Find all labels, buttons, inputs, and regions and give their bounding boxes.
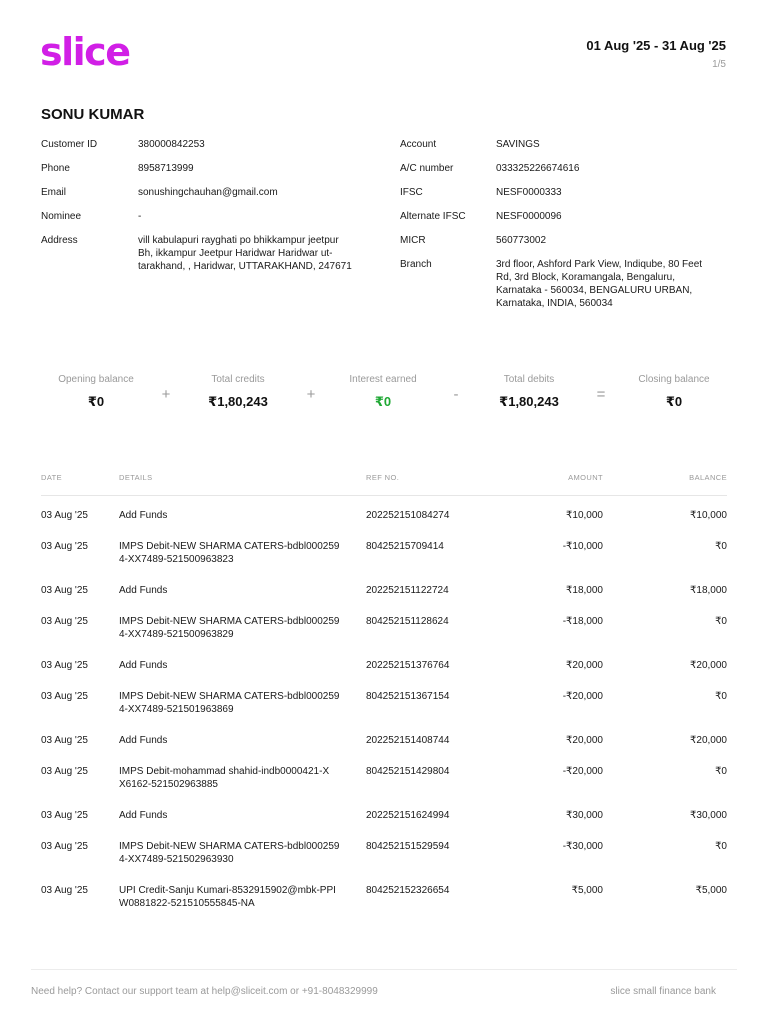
balance-cell: ₹30,000 [690, 810, 727, 821]
field-label: Account [400, 139, 437, 150]
total-credits-value: ₹1,80,243 [208, 394, 268, 409]
slice-logo: slice [40, 30, 130, 74]
branch-row [400, 258, 730, 310]
account-details [400, 138, 730, 321]
amount-cell: ₹5,000 [571, 885, 603, 896]
alternate-ifsc-row [400, 210, 730, 223]
statement-period: 01 Aug '25 - 31 Aug '25 [586, 38, 726, 53]
amount-cell: ₹20,000 [566, 735, 603, 746]
table-row [41, 840, 727, 884]
plus-operator: + [306, 386, 316, 403]
support-contact: Need help? Contact our support team at help@sliceit.com or +91-8048329999 [31, 986, 378, 997]
details-cell: Add Funds [119, 510, 168, 521]
transactions-header [41, 473, 727, 496]
ifsc-row [400, 186, 730, 199]
details-cell: IMPS Debit-NEW SHARMA CATERS-bdbl000259 4-XX7489-521502963930 [119, 841, 340, 865]
account-type-value: SAVINGS [496, 139, 540, 150]
customer-id-value: 380000842253 [138, 139, 205, 150]
balance-cell: ₹10,000 [690, 510, 727, 521]
equals-operator: = [596, 386, 606, 403]
balance-cell: ₹0 [715, 841, 727, 852]
account-number-value: 033325226674616 [496, 163, 580, 174]
details-cell: IMPS Debit-mohammad shahid-indb0000421-X X6162-521502963885 [119, 766, 330, 790]
table-row [41, 690, 727, 734]
field-label: IFSC [400, 187, 423, 198]
micr-value: 560773002 [496, 235, 547, 246]
email-value: sonushingchauhan@gmail.com [138, 187, 278, 198]
table-row [41, 659, 727, 690]
amount-cell: ₹10,000 [566, 510, 603, 521]
address-row [41, 234, 371, 273]
amount-cell: -₹20,000 [562, 691, 603, 702]
details-cell: IMPS Debit-NEW SHARMA CATERS-bdbl000259 4-XX7489-521500963829 [119, 616, 340, 640]
nominee-value: - [138, 211, 142, 222]
alternate-ifsc-value: NESF0000096 [496, 211, 562, 222]
balance-cell: ₹0 [715, 616, 727, 627]
ref-cell: 804252152326654 [366, 885, 450, 896]
footer-divider [31, 969, 737, 970]
field-label: Alternate IFSC [400, 211, 466, 222]
opening-balance [41, 374, 151, 410]
balance-cell: ₹20,000 [690, 660, 727, 671]
date-cell: 03 Aug '25 [41, 735, 88, 746]
amount-column-header: AMOUNT [568, 473, 603, 482]
bank-name: slice small finance bank [610, 986, 716, 997]
balance-cell: ₹20,000 [690, 735, 727, 746]
nominee-row [41, 210, 371, 223]
total-credits [183, 374, 293, 410]
details-cell: Add Funds [119, 810, 168, 821]
date-cell: 03 Aug '25 [41, 616, 88, 627]
amount-cell: ₹20,000 [566, 660, 603, 671]
date-cell: 03 Aug '25 [41, 660, 88, 671]
table-row [41, 540, 727, 584]
ref-cell: 804252151529594 [366, 841, 450, 852]
balance-cell: ₹0 [715, 766, 727, 777]
field-label: MICR [400, 235, 426, 246]
details-column-header: DETAILS [119, 473, 153, 482]
ref-cell: 804252151128624 [366, 616, 449, 627]
ref-cell: 202252151408744 [366, 735, 450, 746]
ref-cell: 202252151624994 [366, 810, 450, 821]
phone-row [41, 162, 371, 175]
balance-cell: ₹5,000 [695, 885, 727, 896]
date-cell: 03 Aug '25 [41, 691, 88, 702]
amount-cell: -₹30,000 [562, 841, 603, 852]
date-cell: 03 Aug '25 [41, 841, 88, 852]
table-row [41, 734, 727, 765]
total-debits [474, 374, 584, 410]
table-row [41, 765, 727, 809]
field-label: Customer ID [41, 139, 98, 150]
amount-cell: -₹10,000 [562, 541, 603, 552]
ref-cell: 202252151084274 [366, 510, 450, 521]
table-row [41, 809, 727, 840]
balance-cell: ₹0 [715, 541, 727, 552]
details-cell: UPI Credit-Sanju Kumari-8532915902@mbk-PPI W0881822-521510555845-NA [119, 885, 336, 909]
account-type-row [400, 138, 730, 151]
phone-value: 8958713999 [138, 163, 194, 174]
ref-cell: 202252151376764 [366, 660, 450, 671]
minus-operator: - [453, 386, 459, 403]
total-debits-value: ₹1,80,243 [499, 394, 559, 409]
amount-cell: ₹18,000 [566, 585, 603, 596]
details-cell: Add Funds [119, 735, 168, 746]
details-cell: Add Funds [119, 585, 168, 596]
ifsc-value: NESF0000333 [496, 187, 562, 198]
interest-earned-value: ₹0 [374, 394, 392, 409]
field-label: Branch [400, 259, 432, 270]
closing-balance-value: ₹0 [665, 394, 683, 409]
total-credits-label: Total credits [211, 374, 265, 385]
date-column-header: DATE [41, 473, 63, 482]
micr-row [400, 234, 730, 247]
balance-cell: ₹18,000 [690, 585, 727, 596]
field-label: Phone [41, 163, 70, 174]
table-row [41, 884, 727, 928]
ref-cell: 202252151122724 [366, 585, 449, 596]
details-cell: Add Funds [119, 660, 168, 671]
date-cell: 03 Aug '25 [41, 510, 88, 521]
ref-cell: 804252151367154 [366, 691, 450, 702]
closing-balance [619, 374, 729, 410]
table-row [41, 615, 727, 659]
opening-balance-label: Opening balance [58, 374, 134, 385]
details-cell: IMPS Debit-NEW SHARMA CATERS-bdbl000259 4-XX7489-521500963823 [119, 541, 340, 565]
field-label: A/C number [400, 163, 454, 174]
customer-details [41, 138, 371, 284]
interest-earned [328, 374, 438, 410]
ref-cell: 804252151429804 [366, 766, 450, 777]
table-row [41, 509, 727, 540]
amount-cell: ₹30,000 [566, 810, 603, 821]
customer-id-row [41, 138, 371, 151]
total-debits-label: Total debits [503, 374, 555, 385]
amount-cell: -₹18,000 [562, 616, 603, 627]
date-cell: 03 Aug '25 [41, 885, 88, 896]
plus-operator: + [161, 386, 171, 403]
date-cell: 03 Aug '25 [41, 585, 88, 596]
amount-cell: -₹20,000 [562, 766, 603, 777]
address-value: vill kabulapuri rayghati po bhikkampur jeetpur Bh, ikkampur Jeetpur Haridwar Haridwar ut- tarakhand, , Haridwar, UTTARAKHAND, 247671 [138, 235, 352, 272]
branch-value: 3rd floor, Ashford Park View, Indiqube, 80 Feet Rd, 3rd Block, Koramangala, Bengaluru, Karnataka - 560034, BENGALURU URBAN, Karnataka, INDIA, 560034 [496, 259, 703, 309]
ref-cell: 80425215709414 [366, 541, 444, 552]
closing-balance-label: Closing balance [638, 374, 710, 385]
date-cell: 03 Aug '25 [41, 766, 88, 777]
field-label: Nominee [41, 211, 82, 222]
date-cell: 03 Aug '25 [41, 541, 88, 552]
opening-balance-value: ₹0 [87, 394, 105, 409]
account-number-row [400, 162, 730, 175]
field-label: Email [41, 187, 67, 198]
field-label: Address [41, 235, 78, 246]
customer-name: SONU KUMAR [41, 106, 145, 123]
transactions-table [41, 509, 727, 928]
page-number: 1/5 [712, 59, 726, 70]
table-row [41, 584, 727, 615]
balance-cell: ₹0 [715, 691, 727, 702]
ref-column-header: REF NO. [366, 473, 400, 482]
balance-column-header: BALANCE [689, 473, 727, 482]
details-cell: IMPS Debit-NEW SHARMA CATERS-bdbl000259 4-XX7489-521501963869 [119, 691, 340, 715]
interest-earned-label: Interest earned [349, 374, 417, 385]
balance-summary [41, 374, 727, 418]
email-row [41, 186, 371, 199]
date-cell: 03 Aug '25 [41, 810, 88, 821]
